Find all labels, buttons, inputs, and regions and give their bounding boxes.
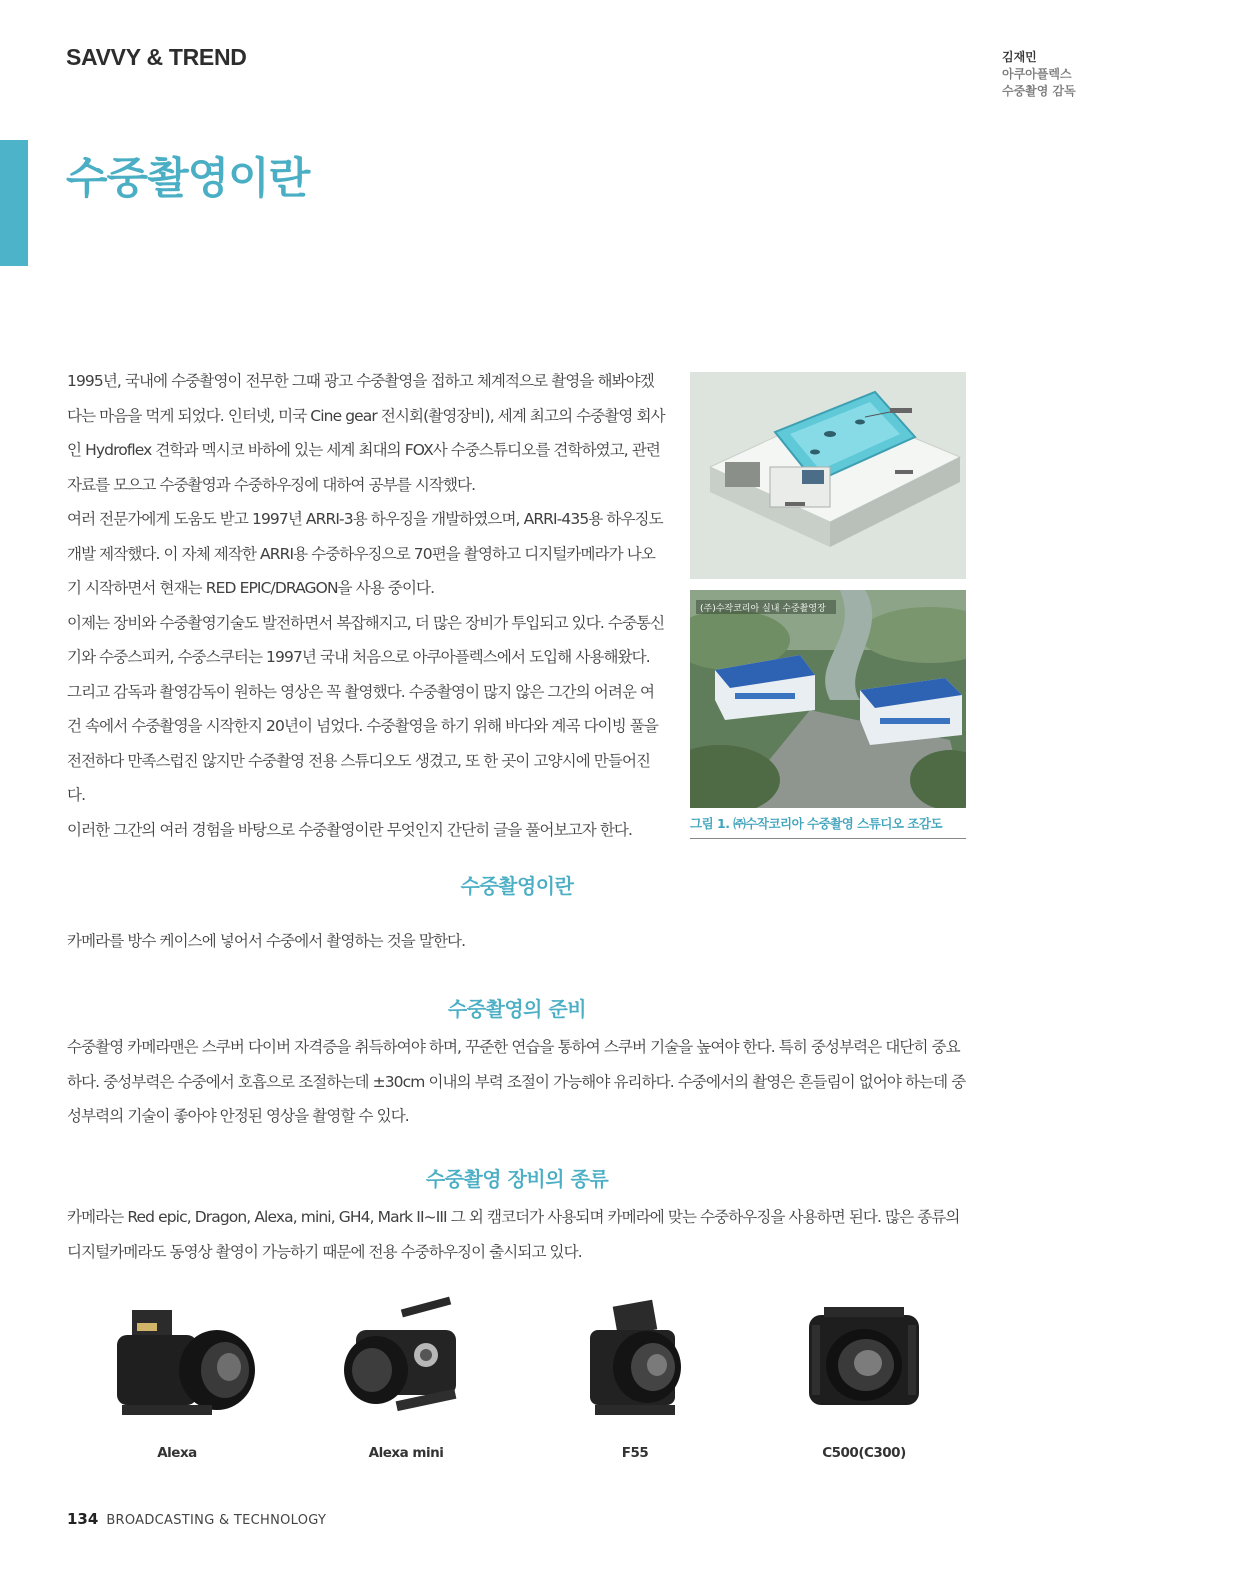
- section-heading: 수중촬영이란: [460, 874, 574, 898]
- section-heading: 수중촬영의 준비: [447, 997, 587, 1021]
- intro-paragraph: 1995년, 국내에 수중촬영이 전무한 그때 광고 수중촬영을 접하고 체계적으로 촬영을 해봐야겠다는 마음을 먹게 되었다. 인터넷, 미국 Cine gear 전시회(촬영장비), 세계 최고의 수중촬영 회사인 Hydroflex 견학과 멕시코 바하에 있는 세계 최대의 FOX사 수중스튜디오를 견학하였고, 관련 자료를 모으고 수중촬영과 수중하우징에 대하여 공부를 시작했다.: [67, 372, 665, 494]
- studio-aerial-image: [690, 590, 966, 808]
- page-number: 134: [67, 1510, 99, 1528]
- author-affiliation: 아쿠아플렉스: [1002, 67, 1072, 81]
- section-heading: 수중촬영 장비의 종류: [425, 1167, 609, 1191]
- figure-overlay-text: (주)수작코리아 실내 수중촬영장: [700, 604, 826, 614]
- intro-paragraph: 여러 전문가에게 도움도 받고 1997년 ARRI-3용 하우징을 개발하였으며, ARRI-435용 하우징도 개발 제작했다. 이 자체 제작한 ARRI용 수중하우징으로 70편을 촬영하고 디지털카메라가 나오기 시작하면서 현재는 RED EPIC/DRAGON을 사용 중이다.: [67, 510, 663, 597]
- article-title: 수중촬영이란: [66, 154, 310, 204]
- figure-caption: 그림 1. ㈜수작코리아 수중촬영 스튜디오 조감도: [690, 814, 966, 839]
- author-name: 김재민: [1002, 50, 1037, 64]
- camera-label: Alexa mini: [368, 1445, 444, 1461]
- alexa-housing-image: [77, 1295, 277, 1435]
- f55-housing-image: [535, 1295, 735, 1435]
- section-body: 수중촬영 카메라맨은 스쿠버 다이버 자격증을 취득하여야 하며, 꾸준한 연습을 통하여 스쿠버 기술을 높여야 한다. 특히 중성부력은 대단히 중요하다. 중성부력은 수중에서 호흡으로 조절하는데 ±30cm 이내의 부력 조절이 가능해야 유리하다. 수중에서의 촬영은 흔들림이 없어야 하는데 중성부력의 기술이 좋아야 안정된 영상을 촬영할 수 있다.: [67, 1038, 966, 1125]
- camera-label: Alexa: [157, 1445, 197, 1461]
- camera-label: F55: [621, 1445, 649, 1461]
- page-footer: [67, 1510, 326, 1528]
- author-block: [1002, 49, 1076, 100]
- accent-bar: [0, 140, 28, 266]
- section-body: 카메라를 방수 케이스에 넣어서 수중에서 촬영하는 것을 말한다.: [67, 932, 466, 950]
- intro-paragraph: 이제는 장비와 수중촬영기술도 발전하면서 복잡해지고, 더 많은 장비가 투입되고 있다. 수중통신기와 수중스피커, 수중스쿠터는 1997년 국내 처음으로 아쿠아플렉스에서 도입해 사용해왔다. 그리고 감독과 촬영감독이 원하는 영상은 꼭 촬영했다. 수중촬영이 많지 않은 그간의 어려운 여건 속에서 수중촬영을 시작한지 20년이 넘었다. 수중촬영을 하기 위해 바다와 계곡 다이빙 풀을 전전하다 만족스럽진 않지만 수중촬영 전용 스튜디오도 생겼고, 또 한 곳이 고양시에 만들어진다.: [67, 613, 665, 804]
- intro-paragraph: 이러한 그간의 여러 경험을 바탕으로 수중촬영이란 무엇인지 간단히 글을 풀어보고자 한다.: [67, 820, 633, 839]
- camera-label: C500(C300): [822, 1445, 906, 1461]
- author-role: 수중촬영 감독: [1002, 84, 1076, 98]
- intro-text: [67, 364, 667, 847]
- section-label: SAVVY & TREND: [66, 44, 247, 70]
- section-body: 카메라는 Red epic, Dragon, Alexa, mini, GH4, Mark II~III 그 외 캠코더가 사용되며 카메라에 맞는 수중하우징을 사용하면 된다. 많은 종류의 디지털카메라도 동영상 촬영이 가능하기 때문에 전용 수중하우징이 출시되고 있다.: [67, 1208, 960, 1261]
- alexa-mini-housing-image: [306, 1295, 506, 1435]
- studio-cutaway-image: [690, 372, 966, 579]
- magazine-name: BROADCASTING & TECHNOLOGY: [106, 1513, 327, 1528]
- c500-housing-image: [764, 1295, 964, 1435]
